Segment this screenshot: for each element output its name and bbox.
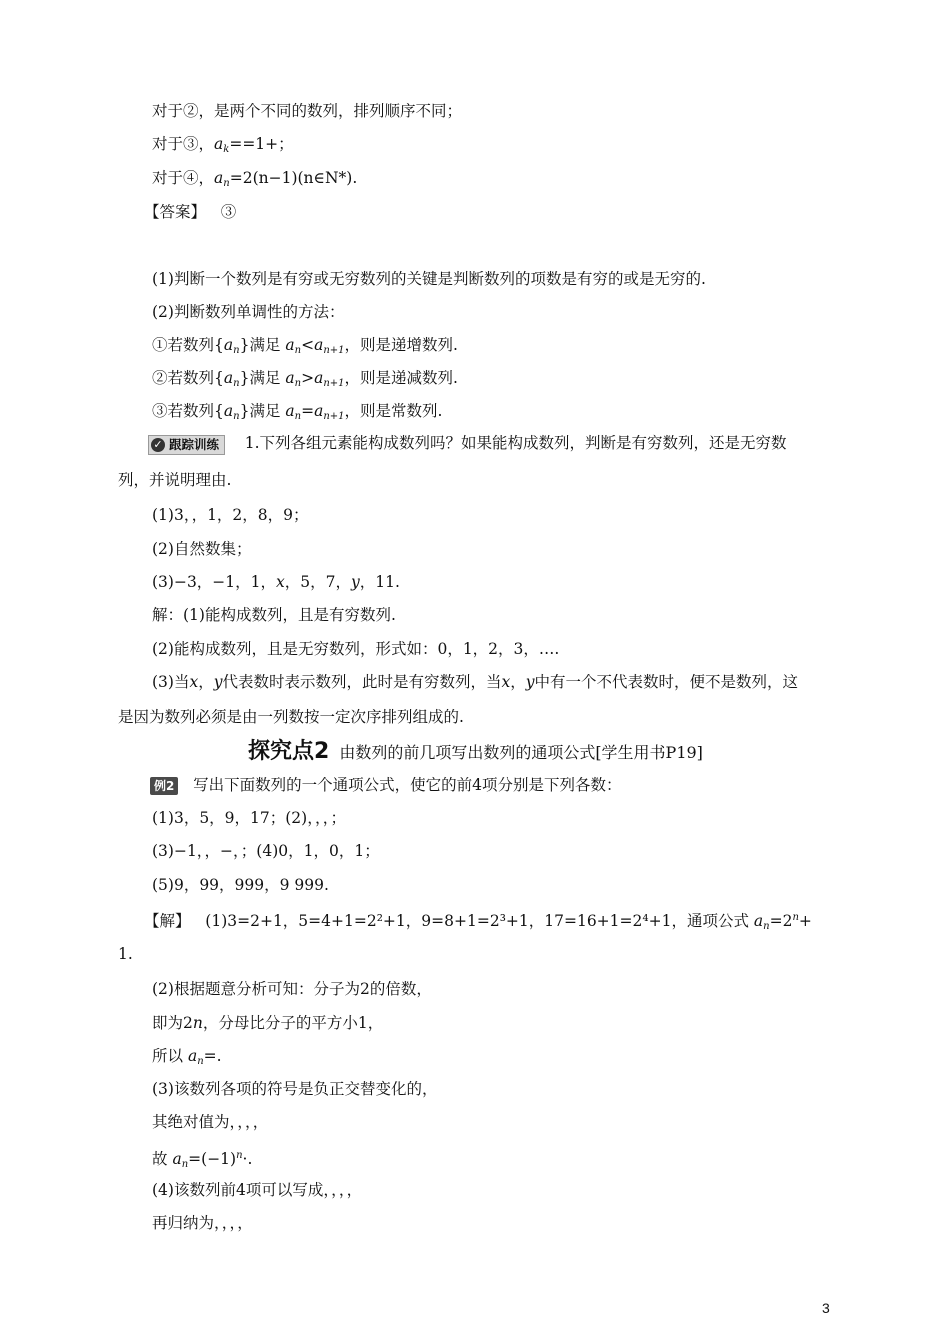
heading-title: 探究点2 (248, 739, 330, 764)
text: 解：(1)能构成数列，且是有穷数列. (152, 606, 396, 624)
text: ②若数列{ (152, 369, 224, 387)
text: ==1+； (229, 135, 294, 153)
text: (3)−1，，−，；(4)0，1，0，1； (152, 842, 380, 860)
text-line (152, 505, 309, 525)
text: ·. (242, 1150, 253, 1168)
text: 对于③， (152, 135, 215, 153)
text: (2)能构成数列，且是无穷数列，形式如：0，1，2，3，…. (152, 640, 560, 658)
text: ，则是递增数列. (344, 336, 458, 354)
text: =2 (769, 912, 793, 930)
text-line (152, 539, 251, 559)
text-line: (3)当x，y代表数时表示数列，此时是有穷数列，当x，y中有一个不代表数时，便不是数列，这 (152, 673, 799, 691)
text-line (152, 875, 329, 895)
text: ，分母比分子的平方小1， (202, 1014, 384, 1032)
training-badge (148, 435, 225, 455)
text: (3)该数列各项的符号是负正交替变化的， (152, 1080, 438, 1098)
text: =. (203, 1047, 222, 1065)
text: 中有一个不代表数时，便不是数列，这 (534, 673, 799, 691)
text: 写出下面数列的一个通项公式，使它的前4项分别是下列各数： (193, 776, 622, 794)
text: (2)判断数列单调性的方法： (152, 303, 345, 321)
example-badge: 例2 (150, 777, 178, 795)
text: > (301, 369, 315, 387)
text: (2)根据题意分析可知：分子为2的倍数， (152, 980, 432, 998)
text: (1)3，5，9，17；(2)，，，； (152, 809, 346, 827)
text: 故 (152, 1150, 168, 1168)
text: ，11. (359, 573, 400, 591)
text-line: (3)−3，−1，1，x，5，7，y，11. (152, 573, 400, 591)
text: =(−1) (188, 1150, 237, 1168)
text-line: 【解】 (1)3=2+1，5=4+1=2²+1，9=8+1=2³+1，17=16+1=2⁴+1，通项公式 $a_n=2^n+$ (144, 912, 812, 932)
text-line: 对于④，$a_n=2(n-1)(n\in N*)$. (152, 169, 358, 189)
text: + (798, 912, 812, 930)
text-line (152, 605, 396, 625)
text-line (152, 1112, 268, 1132)
text: (2)自然数集； (152, 540, 252, 558)
text-line: 所以 $a_n=$. (152, 1047, 222, 1067)
text-line (118, 944, 133, 964)
text-line (152, 1079, 437, 1099)
text-line (152, 269, 706, 289)
text: }满足 (239, 369, 281, 387)
text-line (152, 1213, 253, 1233)
text: (4)该数列前4项可以写成，，，， (152, 1181, 363, 1199)
text: 即为2 (152, 1014, 193, 1032)
text: 所以 (152, 1047, 184, 1065)
text-line: 故 $a_n=(-1)^n\cdot$. (152, 1150, 253, 1170)
text: }满足 (239, 402, 281, 420)
text-line (152, 639, 559, 659)
text: ，5，7， (284, 573, 351, 591)
text: 1. (118, 945, 133, 963)
text: (1)3=2+1，5=4+1=2²+1，9=8+1=2³+1，17=16+1=2⁴+1，通项公式 (205, 912, 749, 930)
text-line: ③若数列$\{a_n\}$满足 $a_n=a_{n+1}$，则是常数列. (152, 402, 443, 422)
text-line: ②若数列$\{a_n\}$满足 $a_n>a_{n+1}$，则是递减数列. (152, 369, 458, 389)
text: ③若数列{ (152, 402, 224, 420)
text: 对于④， (152, 169, 215, 187)
text: 列，并说明理由. (118, 471, 232, 489)
text: ，则是递减数列. (344, 369, 458, 387)
text: (1)3，，1，2，8，9； (152, 506, 309, 524)
text-line: 即为2n，分母比分子的平方小1， (152, 1014, 384, 1032)
text-line: 对于③，$a_k==1+$； (152, 135, 294, 155)
text: (3)当 (152, 673, 190, 691)
text: 代表数时表示数列，此时是有穷数列，当 (222, 673, 502, 691)
checkmark-icon: ✓ (151, 438, 165, 452)
text: 再归纳为，，，， (152, 1214, 253, 1232)
text-line (152, 1180, 362, 1200)
text-line (152, 841, 380, 861)
text: (3)−3，−1，1， (152, 573, 277, 591)
text: }满足 (239, 336, 281, 354)
badge-label: 跟踪训练 (169, 437, 220, 452)
text-line (118, 470, 231, 490)
text: 是因为数列必须是由一列数按一定次序排列组成的. (118, 708, 464, 726)
answer-line (144, 202, 236, 222)
text: 其绝对值为，，，， (152, 1113, 269, 1131)
answer-label: 【答案】 (144, 203, 207, 221)
text-line (152, 808, 346, 828)
text: =2(n−1)(n∈N*). (229, 169, 358, 187)
page-number: 3 (822, 1300, 830, 1316)
text-line (152, 302, 344, 322)
text: < (301, 336, 315, 354)
text-line: ①若数列$\{a_n\}$满足 $a_n<a_{n+1}$，则是递增数列. (152, 336, 458, 356)
text: ①若数列{ (152, 336, 224, 354)
text-line (148, 433, 787, 455)
text: = (301, 402, 315, 420)
text: 1.下列各组元素能构成数列吗？如果能构成数列，判断是有穷数列，还是无穷数 (244, 434, 787, 452)
text: (5)9，99，999，9 999. (152, 876, 329, 894)
text-line (118, 707, 464, 727)
answer-value: ③ (220, 203, 237, 221)
text: (1)判断一个数列是有穷或无穷数列的关键是判断数列的项数是有穷的或是无穷的. (152, 270, 706, 288)
text: ，则是常数列. (344, 402, 443, 420)
text-line (152, 979, 432, 999)
text-line (150, 775, 622, 795)
text: 对于②，是两个不同的数列，排列顺序不同； (152, 102, 463, 120)
section-heading (248, 741, 703, 764)
solution-label: 【解】 (144, 912, 191, 930)
text-line (152, 101, 462, 121)
heading-text: 由数列的前几项写出数列的通项公式[学生用书P19] (339, 743, 703, 762)
